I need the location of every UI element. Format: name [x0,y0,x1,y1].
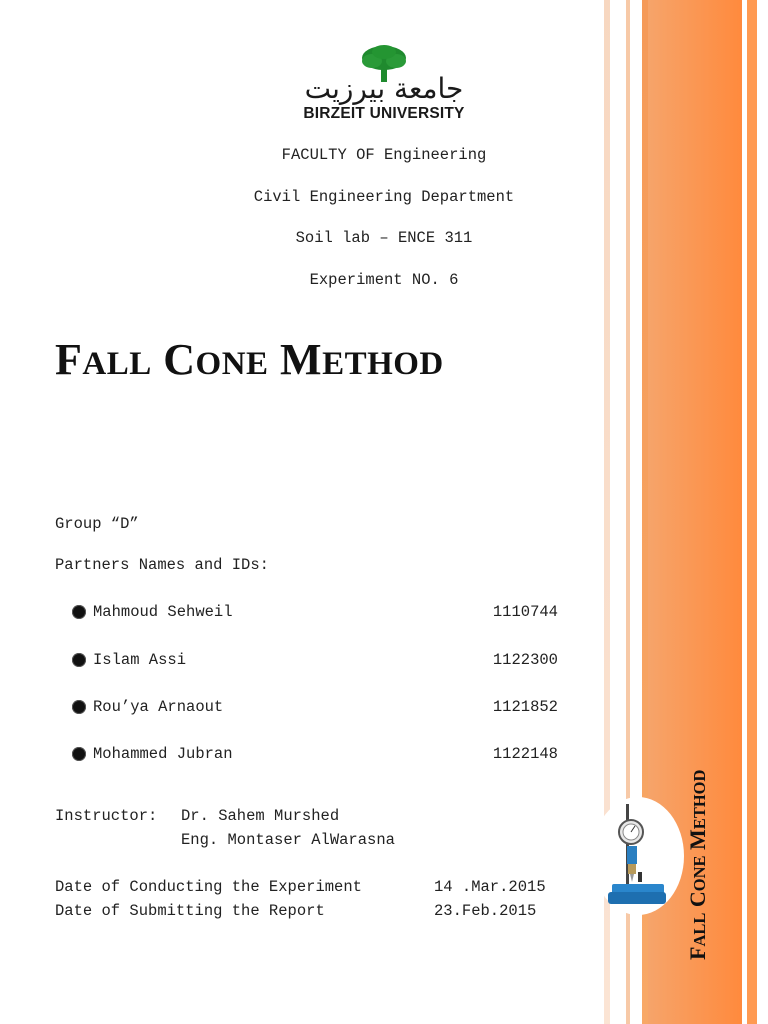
conducting-date-label: Date of Conducting the Experiment [55,878,362,896]
logo-arabic-name: جامعة بيرزيت [304,72,464,105]
member-name: Islam Assi [93,651,187,669]
instructor-name-1: Dr. Sahem Murshed [181,807,340,825]
stripe-divider [757,0,768,1024]
list-item [72,651,562,673]
instructor-name-2: Eng. Montaser AlWarasna [181,831,395,849]
bullet-icon [72,653,86,667]
submitting-date-value: 23.Feb.2015 [434,902,537,920]
lab-line: Soil lab – ENCE 311 [295,229,473,247]
member-name: Mahmoud Sehweil [93,603,233,621]
submitting-date-label: Date of Submitting the Report [55,902,325,920]
member-id: 1122148 [492,745,558,763]
fall-cone-apparatus-icon [604,800,672,912]
list-item [72,698,562,720]
bullet-icon [72,747,86,761]
stripe-divider [747,0,757,1024]
experiment-line: Experiment NO. 6 [309,271,459,289]
conducting-date-value: 14 .Mar.2015 [434,878,546,896]
list-item [72,603,562,625]
partners-heading: Partners Names and IDs: [55,556,269,574]
side-title: FALL CONE METHOD [685,769,710,960]
university-logo [292,44,476,124]
member-id: 1121852 [492,698,558,716]
member-name: Mohammed Jubran [93,745,233,763]
member-id: 1122300 [492,651,558,669]
bullet-icon [72,700,86,714]
arabic-logotype [296,66,472,106]
bullet-icon [72,605,86,619]
page-title: FALL CONE METHOD [55,335,444,384]
logo-university-name: BIRZEIT UNIVERSITY [303,105,465,122]
member-id: 1110744 [492,603,558,621]
department-line: Civil Engineering Department [253,188,515,206]
member-name: Rou’ya Arnaout [93,698,224,716]
faculty-line: FACULTY OF Engineering [281,146,487,164]
instructor-label: Instructor: [55,807,158,825]
group-label: Group “D” [55,515,139,533]
list-item [72,745,562,767]
